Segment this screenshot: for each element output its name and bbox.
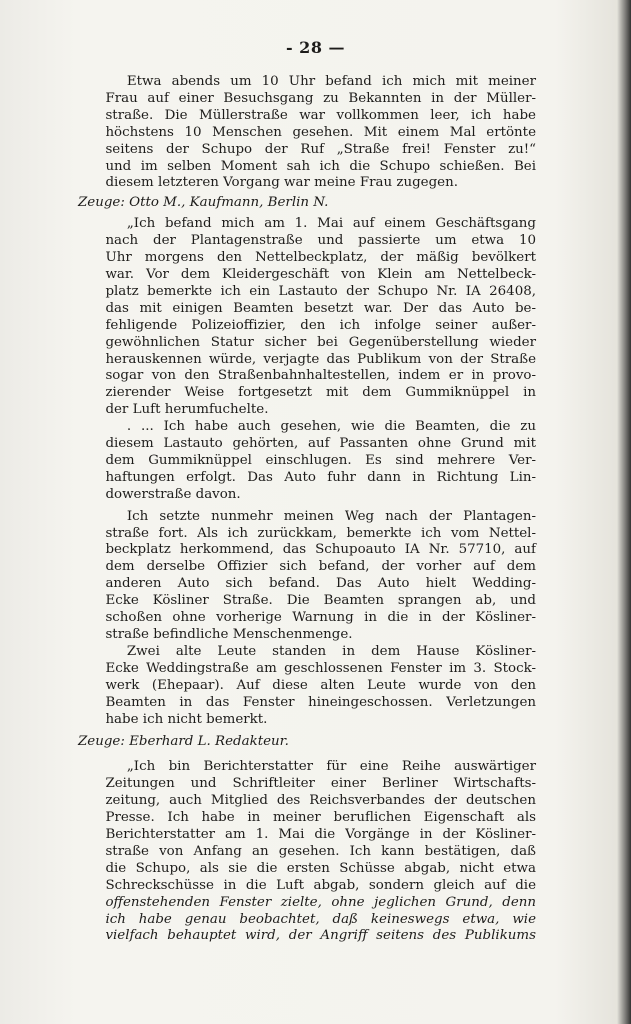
paragraph-5 bbox=[84, 644, 536, 729]
text-line: Presse. Ich habe in meiner beruflichen Eigenschaft als bbox=[105, 810, 536, 826]
text-line: platz bemerkte ich ein Lastauto der Schupo Nr. IA 26408, bbox=[105, 283, 536, 299]
paragraph-6 bbox=[84, 759, 536, 945]
text-line: der Luft herumfuchelte. bbox=[105, 402, 269, 418]
text-line: Zeitungen und Schriftleiter einer Berliner Wirtschafts- bbox=[105, 776, 536, 792]
text-line: Berichterstatter am 1. Mai die Vorgänge in der Kösliner- bbox=[105, 826, 536, 842]
text-line: nach der Plantagenstraße und passierte um etwa 10 bbox=[105, 233, 536, 249]
text-line: gewöhnlichen Statur sicher bei Gegenüberstellung wieder bbox=[105, 334, 536, 350]
text-line: Beamten in das Fenster hineingeschossen. Verletzungen bbox=[105, 694, 536, 710]
text-line: zierender Weise fortgesetzt mit dem Gummiknüppel in bbox=[105, 385, 536, 401]
text-line: straße. Die Müllerstraße war vollkommen leer, ich habe bbox=[105, 107, 536, 123]
text-line: diesem Lastauto gehörten, auf Passanten ohne Grund mit bbox=[105, 436, 536, 452]
paragraph-4 bbox=[84, 509, 536, 644]
text-line: sogar von den Straßenbahnhaltestellen, indem er in provo- bbox=[105, 368, 536, 384]
page-number: - 28 — bbox=[285, 38, 346, 57]
text-line: straße befindliche Menschenmenge. bbox=[105, 627, 353, 642]
text-line: war. Vor dem Kleidergeschäft von Klein am Nettelbeck- bbox=[105, 266, 536, 282]
text-line: Frau auf einer Besuchsgang zu Bekannten in der Müller- bbox=[105, 90, 536, 106]
text-line: Schreckschüsse in die Luft abgab, sondern gleich auf die bbox=[105, 877, 536, 893]
witness-heading-eberhard: Zeuge: Eberhard L. Redakteur. bbox=[78, 734, 289, 750]
text-line: Etwa abends um 10 Uhr befand ich mich mit meiner bbox=[126, 74, 536, 89]
text-line: höchstens 10 Menschen gesehen. Mit einem Mal ertönte bbox=[105, 124, 536, 140]
text-line: beckplatz herkommend, das Schupoauto IA Nr. 57710, auf bbox=[105, 542, 536, 558]
text-line: ich habe genau beobachtet, daß keineswegs etwa, wie bbox=[105, 911, 536, 927]
text-line: dem Gummiknüppel einschlugen. Es sind mehrere Ver- bbox=[105, 452, 536, 468]
paragraph-3 bbox=[84, 419, 536, 504]
text-line: fehligende Polizeioffizier, den ich infolge seiner außer- bbox=[105, 317, 536, 333]
text-line: habe ich nicht bemerkt. bbox=[105, 711, 268, 727]
text-line: schoßen ohne vorherige Warnung in die in der Kösliner- bbox=[105, 610, 536, 626]
text-line: anderen Auto sich befand. Das Auto hielt Wedding- bbox=[105, 576, 536, 592]
paragraph-1 bbox=[84, 74, 536, 192]
text-line: und im selben Moment sah ich die Schupo schießen. Bei bbox=[105, 158, 536, 174]
text-line: Uhr morgens den Nettelbeckplatz, der mäßig bevölkert bbox=[105, 250, 536, 266]
text-line: dem derselbe Offizier sich befand, der vorher auf dem bbox=[105, 559, 536, 575]
text-line: seitens der Schupo der Ruf „Straße frei! Fenster zu!“ bbox=[105, 141, 536, 157]
text-line: Ich setzte nunmehr meinen Weg nach der Plantagen- bbox=[126, 508, 536, 524]
text-line: vielfach behauptet wird, der Angriff seitens des Publikums bbox=[105, 928, 536, 944]
text-line: diesem letzteren Vorgang war meine Frau zugegen. bbox=[105, 175, 458, 191]
paragraph-2 bbox=[84, 216, 536, 419]
text-line: Zwei alte Leute standen in dem Hause Kösliner- bbox=[126, 643, 536, 659]
witness-heading-otto: Zeuge: Otto M., Kaufmann, Berlin N. bbox=[78, 195, 329, 211]
text-line: straße von Anfang an gesehen. Ich kann bestätigen, daß bbox=[105, 843, 536, 859]
text-line: dowerstraße davon. bbox=[105, 486, 241, 502]
text-line: die Schupo, als sie die ersten Schüsse abgab, nicht etwa bbox=[105, 860, 536, 876]
text-line: „Ich befand mich am 1. Mai auf einem Geschäftsgang bbox=[126, 216, 536, 232]
text-line: . ... Ich habe auch gesehen, wie die Beamten, die zu bbox=[126, 419, 536, 435]
text-line: „Ich bin Berichterstatter für eine Reihe auswärtiger bbox=[126, 759, 536, 775]
text-line: zeitung, auch Mitglied des Reichsverbandes der deutschen bbox=[105, 793, 536, 809]
text-line: offenstehenden Fenster zielte, ohne jeglichen Grund, denn bbox=[105, 894, 536, 910]
text-line: straße fort. Als ich zurückkam, bemerkte ich vom Nettel- bbox=[105, 525, 536, 541]
text-line: Ecke Weddingstraße am geschlossenen Fenster im 3. Stock- bbox=[105, 660, 536, 676]
text-line: das mit einigen Beamten besetzt war. Der das Auto be- bbox=[105, 300, 536, 316]
text-line: Ecke Kösliner Straße. Die Beamten sprangen ab, und bbox=[105, 593, 536, 609]
text-line: werk (Ehepaar). Auf diese alten Leute wurde von den bbox=[105, 677, 536, 693]
body-text bbox=[78, 74, 536, 945]
page-edge-shadow bbox=[617, 0, 631, 1024]
text-line: herauskennen würde, verjagte das Publikum von der Straße bbox=[105, 351, 536, 367]
text-line: haftungen erfolgt. Das Auto fuhr dann in Richtung Lin- bbox=[105, 469, 536, 485]
